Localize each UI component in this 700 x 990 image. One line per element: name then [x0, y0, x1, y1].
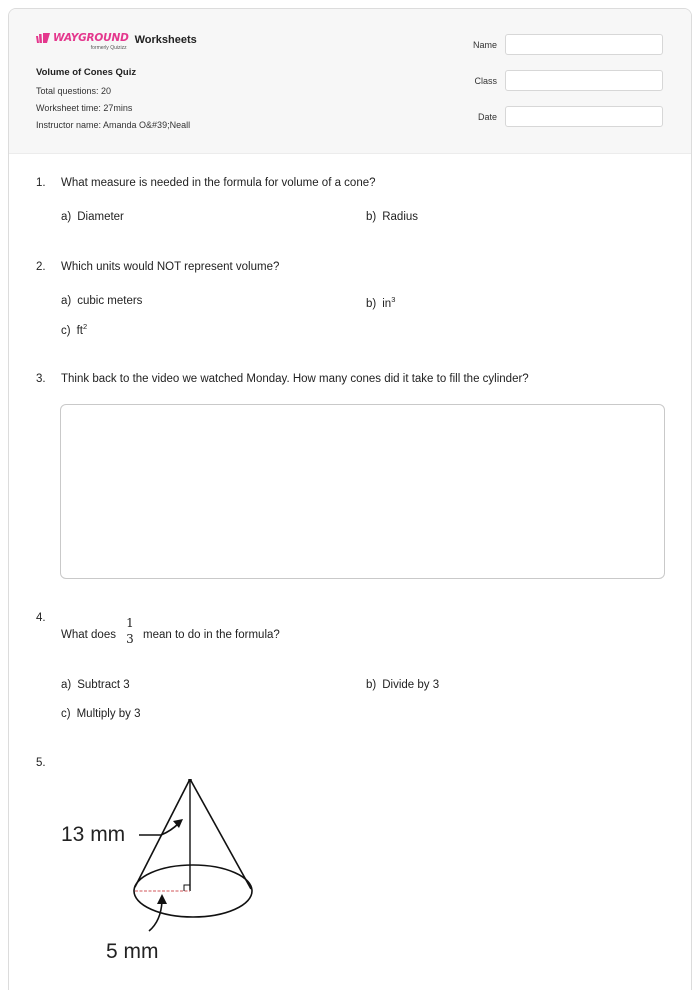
- option-2b[interactable]: [366, 295, 395, 310]
- fraction-denominator: 3: [126, 632, 134, 646]
- wayground-logo: [36, 31, 129, 51]
- answer-textarea[interactable]: [60, 404, 665, 579]
- option-label: b): [366, 211, 377, 223]
- name-field-row: [473, 34, 663, 55]
- option-label: a): [61, 295, 72, 307]
- option-text: ft: [76, 325, 83, 337]
- option-1b[interactable]: [366, 211, 418, 223]
- option-label: a): [61, 211, 72, 223]
- question-text: What measure is needed in the formula for volume of a cone?: [61, 177, 376, 189]
- date-input[interactable]: [505, 106, 663, 127]
- option-text: Diameter: [77, 211, 124, 223]
- class-label: Class: [474, 75, 497, 86]
- question-4-text-before: What does: [61, 629, 116, 641]
- quiz-title: Volume of Cones Quiz: [36, 67, 137, 78]
- question-number: 5.: [36, 757, 46, 769]
- date-field-row: [473, 106, 663, 127]
- option-label: c): [61, 325, 71, 337]
- name-label: Name: [472, 39, 497, 50]
- option-label: b): [366, 679, 377, 691]
- option-label: a): [61, 679, 72, 691]
- option-label: b): [366, 298, 377, 310]
- option-superscript: 3: [391, 295, 396, 304]
- name-input[interactable]: [505, 34, 663, 55]
- question-number: 2.: [36, 261, 46, 273]
- option-4c[interactable]: [61, 708, 141, 720]
- brand-name: WAYGROUND: [53, 31, 129, 44]
- date-label: Date: [477, 111, 497, 122]
- cone-height-label: 13 mm: [61, 823, 126, 846]
- fraction-numerator: 1: [126, 616, 134, 630]
- cone-diagram-icon: [61, 779, 271, 969]
- option-text: Subtract 3: [77, 679, 130, 691]
- question-number: 1.: [36, 177, 46, 189]
- cone-radius-label: 5 mm: [106, 940, 159, 963]
- worksheet-card: [8, 8, 692, 990]
- option-label: c): [61, 708, 71, 720]
- option-2a[interactable]: [61, 295, 142, 307]
- option-text: Divide by 3: [382, 679, 440, 691]
- student-fields: [473, 34, 663, 142]
- question-text: Think back to the video we watched Monday. How many cones did it take to fill the cylinder?: [61, 373, 529, 385]
- quiz-meta: [36, 67, 190, 136]
- class-field-row: [473, 70, 663, 91]
- instructor-name: Instructor name: Amanda O&#39;Neall: [36, 120, 191, 130]
- question-text: Which units would NOT represent volume?: [61, 261, 280, 273]
- fraction-one-third: [125, 617, 135, 646]
- option-text: Radius: [382, 211, 419, 223]
- option-text: in: [382, 298, 392, 310]
- brand-subtitle: formerly Quizizz: [90, 45, 127, 51]
- class-input[interactable]: [505, 70, 663, 91]
- question-4-text-after: mean to do in the formula?: [143, 629, 280, 641]
- option-2c[interactable]: [61, 322, 87, 337]
- product-name: Worksheets: [134, 34, 197, 46]
- option-4a[interactable]: [61, 679, 130, 691]
- option-text: cubic meters: [77, 295, 143, 307]
- worksheet-time: Worksheet time: 27mins: [36, 103, 133, 113]
- question-number: 4.: [36, 612, 46, 624]
- option-4b[interactable]: [366, 679, 439, 691]
- question-number: 3.: [36, 373, 46, 385]
- worksheet-header: [9, 9, 691, 154]
- total-questions: Total questions: 20: [36, 86, 112, 96]
- option-superscript: 2: [82, 322, 88, 331]
- wayground-mark-icon: [36, 33, 50, 43]
- option-text: Multiply by 3: [76, 708, 141, 720]
- option-1a[interactable]: [61, 211, 124, 223]
- brand: [36, 31, 197, 51]
